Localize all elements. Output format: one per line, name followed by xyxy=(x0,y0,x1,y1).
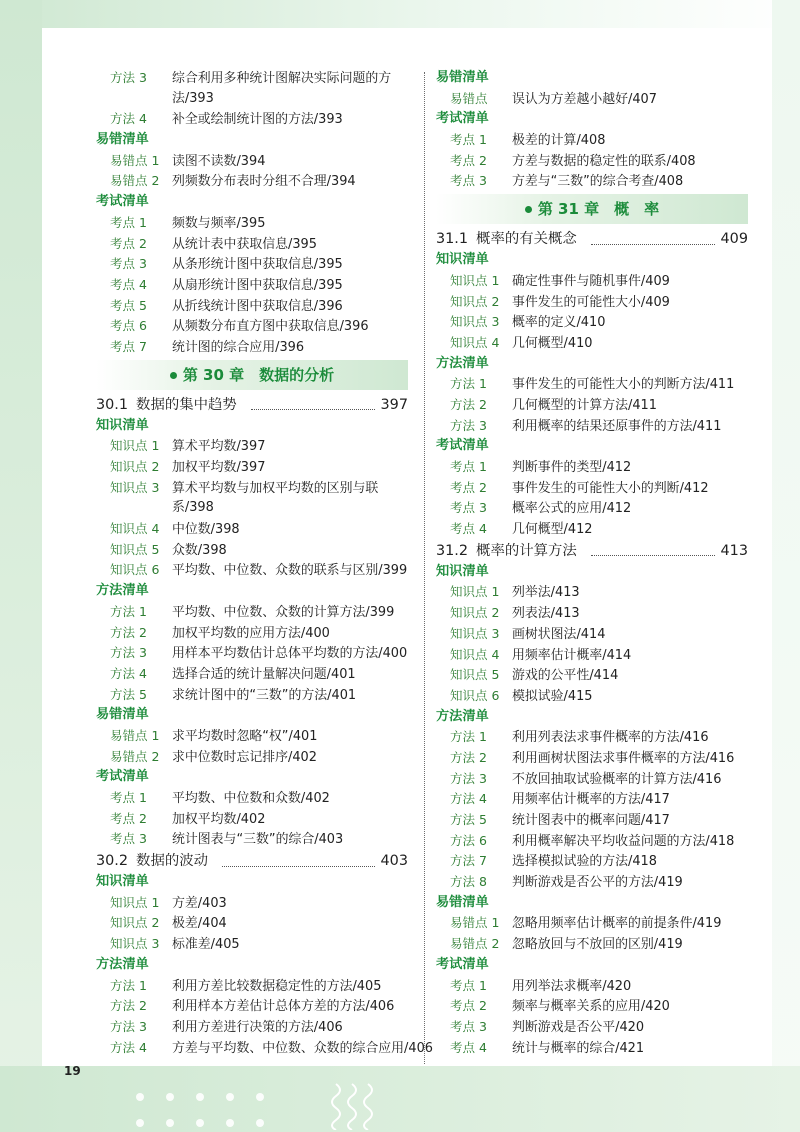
entry-tag: 方法 4 xyxy=(110,665,147,681)
entry-text: 加权平均数/397 xyxy=(172,460,266,475)
entry-tag: 考点 6 xyxy=(110,318,147,334)
entry-tag: 考点 3 xyxy=(450,173,487,189)
entry-tag: 考点 1 xyxy=(450,132,487,148)
entry-text: 列举法/413 xyxy=(512,585,580,601)
chapter-30-title: 第 30 章 数据的分析 xyxy=(182,365,335,384)
toc-entry[interactable] xyxy=(436,312,748,333)
top-decor-band xyxy=(0,0,800,28)
toc-entry[interactable] xyxy=(436,395,748,416)
toc-entry[interactable] xyxy=(96,109,408,130)
entry-tag: 考点 2 xyxy=(450,998,487,1014)
entry-tag: 考点 3 xyxy=(110,831,147,847)
entry-tag: 考点 1 xyxy=(110,790,147,805)
toc-entry[interactable] xyxy=(96,685,408,706)
leader-dots xyxy=(591,555,715,556)
entry-text: 事件发生的可能性大小的判断方法/411 xyxy=(512,377,735,393)
toc-entry[interactable] xyxy=(436,457,748,478)
entry-text: 频数与频率/395 xyxy=(172,215,266,231)
entry-tag: 知识点 2 xyxy=(110,915,160,931)
section-30-1-heading[interactable] xyxy=(96,394,408,416)
section-title: 概率的计算方法 xyxy=(476,542,577,559)
section-label xyxy=(436,955,748,976)
chapter-30-heading xyxy=(96,360,408,390)
entry-tag: 知识点 2 xyxy=(450,293,500,309)
section-label-text: 知识清单 xyxy=(96,874,149,890)
entry-text: 读图不读数/394 xyxy=(172,153,266,169)
decor-dots-row-2 xyxy=(136,1112,286,1131)
entry-tag: 易错点 2 xyxy=(110,173,160,189)
section-31-1-heading[interactable] xyxy=(436,228,748,250)
entry-text: 平均数、中位数、众数的计算方法/399 xyxy=(172,604,395,620)
entry-tag: 易错点 1 xyxy=(110,152,160,168)
entry-tag: 知识点 3 xyxy=(110,936,160,952)
toc-entry[interactable] xyxy=(96,1017,408,1038)
entry-text: 从折线统计图中获取信息/396 xyxy=(172,298,343,314)
list-30-2 xyxy=(96,872,433,1058)
entry-text: 从条形统计图中获取信息/395 xyxy=(172,257,343,273)
entry-text: 频率与概率关系的应用/420 xyxy=(512,999,670,1015)
bullet-icon xyxy=(170,372,177,379)
entry-text: 列表法/413 xyxy=(512,606,580,622)
toc-entry[interactable] xyxy=(96,747,408,768)
entry-tag: 考点 4 xyxy=(110,276,147,292)
entry-text: 统计图的综合应用/396 xyxy=(172,339,305,355)
entry-text: 不放回抽取试验概率的计算方法/416 xyxy=(512,771,722,787)
toc-entry[interactable] xyxy=(96,68,408,89)
entry-text: 加权平均数的应用方法/400 xyxy=(172,625,330,641)
list-31-1 xyxy=(436,250,748,540)
section-label xyxy=(96,416,408,437)
toc-entry[interactable] xyxy=(436,996,748,1017)
section-label-text: 考试清单 xyxy=(436,111,489,127)
entry-tag: 知识点 6 xyxy=(110,562,160,578)
toc-entry[interactable] xyxy=(436,810,748,831)
entry-text: 事件发生的可能性大小的判断/412 xyxy=(512,480,709,496)
entry-tag: 方法 1 xyxy=(450,376,487,392)
entry-tag: 方法 7 xyxy=(450,853,487,869)
toc-entry[interactable] xyxy=(96,254,408,275)
entry-tag: 考点 2 xyxy=(110,810,147,826)
toc-entry[interactable] xyxy=(96,337,408,358)
entry-text: 用列举法求概率/420 xyxy=(512,978,632,994)
toc-entry[interactable] xyxy=(96,623,408,644)
entry-tag: 易错点 1 xyxy=(450,915,500,931)
entry-tag: 知识点 4 xyxy=(450,334,500,350)
toc-entry-continuation[interactable] xyxy=(96,498,408,519)
decor-dot xyxy=(226,1119,234,1127)
entry-text: 画树状图法/414 xyxy=(512,626,606,642)
entry-text: 模拟试验/415 xyxy=(512,688,593,704)
entry-tag: 考点 2 xyxy=(450,479,487,495)
section-label-text: 考试清单 xyxy=(96,769,149,785)
entry-text: 判断游戏是否公平的方法/419 xyxy=(512,875,683,891)
toc-entry[interactable] xyxy=(96,976,408,997)
entry-tag: 易错点 xyxy=(450,90,488,106)
entry-tag: 方法 2 xyxy=(110,624,147,640)
left-column xyxy=(96,68,433,1058)
section-number: 30.2 xyxy=(96,853,129,870)
section-label-text: 考试清单 xyxy=(96,194,149,210)
entry-text: 判断游戏是否公平/420 xyxy=(512,1019,645,1035)
toc-entry[interactable] xyxy=(436,665,748,686)
entry-text: 利用概率解决平均收益问题的方法/418 xyxy=(512,833,735,849)
entry-tag: 知识点 3 xyxy=(110,479,160,495)
toc-entry[interactable] xyxy=(436,1038,748,1059)
entry-text: 加权平均数/402 xyxy=(172,811,266,827)
section-label-text: 知识清单 xyxy=(436,563,489,579)
entry-tag: 易错点 1 xyxy=(110,727,160,743)
toc-entry[interactable] xyxy=(96,996,408,1017)
entry-text: 从频数分布直方图中获取信息/396 xyxy=(172,319,369,335)
entry-text: 从统计表中获取信息/395 xyxy=(172,236,317,252)
entry-tag: 方法 1 xyxy=(110,977,147,993)
entry-tag: 方法 5 xyxy=(450,812,487,827)
section-label xyxy=(96,581,408,602)
toc-entry[interactable] xyxy=(96,560,408,581)
entry-text: 众数/398 xyxy=(172,542,227,558)
toc-entry[interactable] xyxy=(96,829,408,850)
entry-text: 利用方差进行决策的方法/406 xyxy=(172,1019,343,1035)
entry-tag: 知识点 3 xyxy=(450,314,500,330)
section-page: 413 xyxy=(720,542,748,559)
entry-text: 极差的计算/408 xyxy=(512,133,606,149)
entry-tag: 方法 2 xyxy=(450,396,487,412)
entry-text: 统计图表中的概率问题/417 xyxy=(512,813,670,828)
entry-text: 求统计图中的“三数”的方法/401 xyxy=(172,687,357,703)
list-30-1 xyxy=(96,416,408,850)
entry-tag: 方法 1 xyxy=(110,603,147,619)
toc-entry[interactable] xyxy=(436,416,748,437)
entry-text: 方差与数据的稳定性的联系/408 xyxy=(512,153,696,169)
toc-entry[interactable] xyxy=(96,316,408,337)
toc-entry[interactable] xyxy=(436,151,748,172)
decor-dot xyxy=(136,1093,144,1101)
entry-text: 利用画树状图法求事件概率的方法/416 xyxy=(512,750,735,766)
bottom-decor-band xyxy=(0,1066,800,1132)
entry-text: 法/393 xyxy=(172,90,214,106)
toc-entry[interactable] xyxy=(436,333,748,354)
section-page: 403 xyxy=(380,853,408,870)
toc-entry[interactable] xyxy=(96,540,408,561)
entry-text: 从扇形统计图中获取信息/395 xyxy=(172,277,343,293)
entry-text: 误认为方差越小越好/407 xyxy=(512,91,657,107)
entry-text: 概率的定义/410 xyxy=(512,315,606,331)
entry-text: 选择模拟试验的方法/418 xyxy=(512,854,657,870)
toc-entry[interactable] xyxy=(436,624,748,645)
entry-tag: 方法 3 xyxy=(110,1018,147,1034)
list-top-right xyxy=(436,68,748,192)
entry-text: 利用概率的结果还原事件的方法/411 xyxy=(512,418,722,434)
section-label xyxy=(436,250,748,271)
entry-text: 判断事件的类型/412 xyxy=(512,460,632,475)
section-label xyxy=(96,130,408,151)
entry-tag: 方法 8 xyxy=(450,874,487,890)
entry-text: 用样本平均数估计总体平均数的方法/400 xyxy=(172,646,408,662)
entry-text: 几何概型/412 xyxy=(512,522,593,538)
leader-dots xyxy=(251,409,375,410)
toc-entry[interactable] xyxy=(436,171,748,192)
section-label xyxy=(436,436,748,457)
entry-tag: 方法 2 xyxy=(450,749,487,765)
decor-dot xyxy=(226,1093,234,1101)
entry-text: 极差/404 xyxy=(172,916,227,932)
entry-text: 算术平均数与加权平均数的区别与联 xyxy=(172,480,379,496)
toc-entry[interactable] xyxy=(96,436,408,457)
toc-entry[interactable] xyxy=(96,519,408,540)
toc-entry[interactable] xyxy=(436,851,748,872)
section-label-text: 方法清单 xyxy=(96,956,149,972)
toc-entry-continuation[interactable] xyxy=(96,89,408,110)
section-title: 概率的有关概念 xyxy=(476,231,577,248)
section-label-text: 方法清单 xyxy=(436,708,489,724)
toc-entry[interactable] xyxy=(436,292,748,313)
entry-text: 列频数分布表时分组不合理/394 xyxy=(172,174,356,190)
entry-text: 确定性事件与随机事件/409 xyxy=(512,273,670,289)
entry-tag: 方法 2 xyxy=(110,998,147,1014)
decor-dot xyxy=(196,1093,204,1101)
entry-text: 方差/403 xyxy=(172,895,227,911)
section-label xyxy=(96,705,408,726)
entry-tag: 知识点 1 xyxy=(110,438,160,454)
entry-text: 用频率估计概率/414 xyxy=(512,647,632,663)
toc-entry[interactable] xyxy=(436,271,748,292)
toc-entry[interactable] xyxy=(436,872,748,893)
section-label-text: 易错清单 xyxy=(96,707,149,723)
column-divider xyxy=(424,72,425,1064)
entry-tag: 考点 4 xyxy=(450,521,487,537)
entry-text: 用频率估计概率的方法/417 xyxy=(512,792,670,808)
section-label-text: 方法清单 xyxy=(436,355,489,371)
entry-text: 事件发生的可能性大小/409 xyxy=(512,294,670,310)
entry-text: 统计图表与“三数”的综合/403 xyxy=(172,832,344,848)
wave-decor-icon xyxy=(330,1082,390,1130)
decor-dot xyxy=(256,1119,264,1127)
toc-entry[interactable] xyxy=(96,296,408,317)
toc-entry[interactable] xyxy=(96,809,408,830)
decor-dot xyxy=(196,1119,204,1127)
toc-entry[interactable] xyxy=(436,582,748,603)
section-label xyxy=(436,562,748,583)
entry-tag: 考点 5 xyxy=(110,297,147,313)
entry-text: 概率公式的应用/412 xyxy=(512,501,632,517)
toc-entry[interactable] xyxy=(96,913,408,934)
decor-dot xyxy=(166,1119,174,1127)
entry-text: 方差与“三数”的综合考查/408 xyxy=(512,174,684,190)
entry-text: 利用列表法求事件概率的方法/416 xyxy=(512,730,709,746)
decor-dot xyxy=(256,1093,264,1101)
toc-entry[interactable] xyxy=(436,748,748,769)
entry-text: 忽略用频率估计概率的前提条件/419 xyxy=(512,916,722,932)
toc-entry[interactable] xyxy=(436,727,748,748)
section-label-text: 易错清单 xyxy=(436,894,489,910)
toc-entry[interactable] xyxy=(436,89,748,110)
entry-tag: 易错点 2 xyxy=(110,748,160,764)
entry-text: 几何概型的计算方法/411 xyxy=(512,397,657,413)
page-number: 19 xyxy=(64,1064,81,1078)
section-label-text: 考试清单 xyxy=(436,438,489,454)
entry-tag: 考点 2 xyxy=(110,235,147,251)
entry-tag: 方法 3 xyxy=(110,645,147,661)
toc-entry[interactable] xyxy=(436,831,748,852)
decor-dots-row-1 xyxy=(136,1086,286,1105)
entry-tag: 考点 1 xyxy=(450,977,487,993)
section-label-text: 知识清单 xyxy=(436,252,489,268)
toc-entry[interactable] xyxy=(96,171,408,192)
entry-text: 统计与概率的综合/421 xyxy=(512,1040,645,1056)
section-page: 397 xyxy=(380,396,408,413)
decor-dot xyxy=(136,1119,144,1127)
section-label xyxy=(436,354,748,375)
right-decor-band xyxy=(772,0,800,1132)
leader-dots xyxy=(591,244,715,245)
entry-tag: 方法 6 xyxy=(450,832,487,848)
toc-entry[interactable] xyxy=(96,602,408,623)
toc-entry[interactable] xyxy=(436,519,748,540)
section-title: 数据的集中趋势 xyxy=(136,396,237,413)
entry-tag: 知识点 2 xyxy=(110,459,160,474)
section-number: 31.2 xyxy=(436,542,469,559)
section-label-text: 考试清单 xyxy=(436,956,489,972)
entry-text: 求平均数时忽略“权”/401 xyxy=(172,728,318,744)
entry-tag: 知识点 2 xyxy=(450,605,500,621)
entry-text: 方差与平均数、中位数、众数的综合应用/406 xyxy=(172,1040,433,1056)
entry-text: 几何概型/410 xyxy=(512,335,593,351)
section-page: 409 xyxy=(720,231,748,248)
entry-tag: 考点 3 xyxy=(450,1018,487,1034)
entry-tag: 方法 3 xyxy=(450,770,487,786)
entry-text: 忽略放回与不放回的区别/419 xyxy=(512,937,683,953)
entry-tag: 知识点 3 xyxy=(450,625,500,641)
toc-entry[interactable] xyxy=(436,498,748,519)
toc-entry[interactable] xyxy=(436,934,748,955)
section-label xyxy=(436,109,748,130)
entry-tag: 知识点 1 xyxy=(450,272,500,288)
entry-tag: 易错点 2 xyxy=(450,936,500,952)
section-label-text: 知识清单 xyxy=(96,417,149,433)
entry-text: 平均数、中位数、众数的联系与区别/399 xyxy=(172,563,408,579)
entry-tag: 方法 3 xyxy=(450,417,487,433)
entry-tag: 知识点 1 xyxy=(450,584,500,600)
entry-text: 利用样本方差估计总体方差的方法/406 xyxy=(172,999,395,1015)
entry-tag: 知识点 5 xyxy=(110,541,160,557)
entry-text: 游戏的公平性/414 xyxy=(512,668,619,684)
toc-entry[interactable] xyxy=(96,478,408,499)
entry-tag: 方法 3 xyxy=(110,70,147,85)
entry-text: 选择合适的统计量解决问题/401 xyxy=(172,666,356,682)
section-number: 31.1 xyxy=(436,231,469,248)
toc-entry[interactable] xyxy=(96,643,408,664)
decor-dot xyxy=(166,1093,174,1101)
entry-text: 中位数/398 xyxy=(172,522,240,538)
entry-tag: 考点 3 xyxy=(450,500,487,516)
toc-entry[interactable] xyxy=(436,976,748,997)
toc-entry[interactable] xyxy=(96,1038,433,1059)
entry-tag: 方法 4 xyxy=(110,111,147,127)
entry-tag: 考点 7 xyxy=(110,338,147,354)
section-label xyxy=(436,893,748,914)
section-label xyxy=(96,767,408,788)
entry-tag: 知识点 4 xyxy=(450,646,500,662)
toc-entry[interactable] xyxy=(436,603,748,624)
section-title: 数据的波动 xyxy=(136,853,209,870)
toc-entry[interactable] xyxy=(436,1017,748,1038)
section-number: 30.1 xyxy=(96,396,129,413)
list-31-2 xyxy=(436,562,748,1059)
toc-entry[interactable] xyxy=(96,151,408,172)
entry-text: 算术平均数/397 xyxy=(172,439,266,455)
entry-tag: 考点 1 xyxy=(110,214,147,230)
entry-text: 综合利用多种统计图解决实际问题的方 xyxy=(172,71,392,86)
toc-entry[interactable] xyxy=(96,788,408,809)
toc-entry[interactable] xyxy=(436,913,748,934)
section-label-text: 方法清单 xyxy=(96,583,149,599)
toc-entry[interactable] xyxy=(96,457,408,478)
entry-tag: 考点 2 xyxy=(450,152,487,168)
list-top-left xyxy=(96,68,408,358)
entry-tag: 知识点 6 xyxy=(450,687,500,703)
entry-tag: 方法 4 xyxy=(450,791,487,807)
section-30-2-heading[interactable] xyxy=(96,850,408,872)
right-column xyxy=(436,68,748,1058)
toc-entry[interactable] xyxy=(436,789,748,810)
entry-text: 系/398 xyxy=(172,500,214,516)
entry-tag: 知识点 5 xyxy=(450,667,500,683)
section-label xyxy=(96,872,408,893)
entry-tag: 考点 1 xyxy=(450,459,487,474)
chapter-31-title: 第 31 章 概 率 xyxy=(537,200,660,219)
section-label-text: 易错清单 xyxy=(436,70,489,85)
entry-tag: 方法 1 xyxy=(450,729,487,745)
entry-text: 补全或绘制统计图的方法/393 xyxy=(172,112,343,128)
section-31-2-heading[interactable] xyxy=(436,540,748,562)
entry-tag: 知识点 4 xyxy=(110,521,160,537)
entry-text: 利用方差比较数据稳定性的方法/405 xyxy=(172,978,382,994)
entry-tag: 考点 3 xyxy=(110,256,147,272)
toc-entry[interactable] xyxy=(96,664,408,685)
entry-tag: 考点 4 xyxy=(450,1039,487,1055)
entry-tag: 方法 5 xyxy=(110,686,147,702)
section-label xyxy=(96,192,408,213)
toc-entry[interactable] xyxy=(96,234,408,255)
entry-text: 平均数、中位数和众数/402 xyxy=(172,791,330,806)
toc-entry[interactable] xyxy=(436,645,748,666)
entry-text: 求中位数时忘记排序/402 xyxy=(172,749,317,765)
left-decor-band xyxy=(0,0,42,1132)
toc-entry[interactable] xyxy=(96,726,408,747)
leader-dots xyxy=(222,866,375,867)
section-label xyxy=(436,707,748,728)
toc-entry[interactable] xyxy=(436,478,748,499)
entry-tag: 方法 4 xyxy=(110,1039,147,1055)
toc-entry[interactable] xyxy=(96,934,408,955)
toc-entry[interactable] xyxy=(96,213,408,234)
entry-tag: 知识点 1 xyxy=(110,894,160,910)
toc-entry[interactable] xyxy=(96,275,408,296)
toc-entry[interactable] xyxy=(436,769,748,790)
toc-entry[interactable] xyxy=(436,374,748,395)
chapter-31-heading xyxy=(436,194,748,224)
entry-text: 标准差/405 xyxy=(172,937,240,953)
section-label xyxy=(436,68,748,89)
bullet-icon xyxy=(525,206,532,213)
toc-entry[interactable] xyxy=(436,130,748,151)
section-label xyxy=(96,955,408,976)
section-label-text: 易错清单 xyxy=(96,132,149,148)
toc-entry[interactable] xyxy=(436,686,748,707)
toc-entry[interactable] xyxy=(96,893,408,914)
